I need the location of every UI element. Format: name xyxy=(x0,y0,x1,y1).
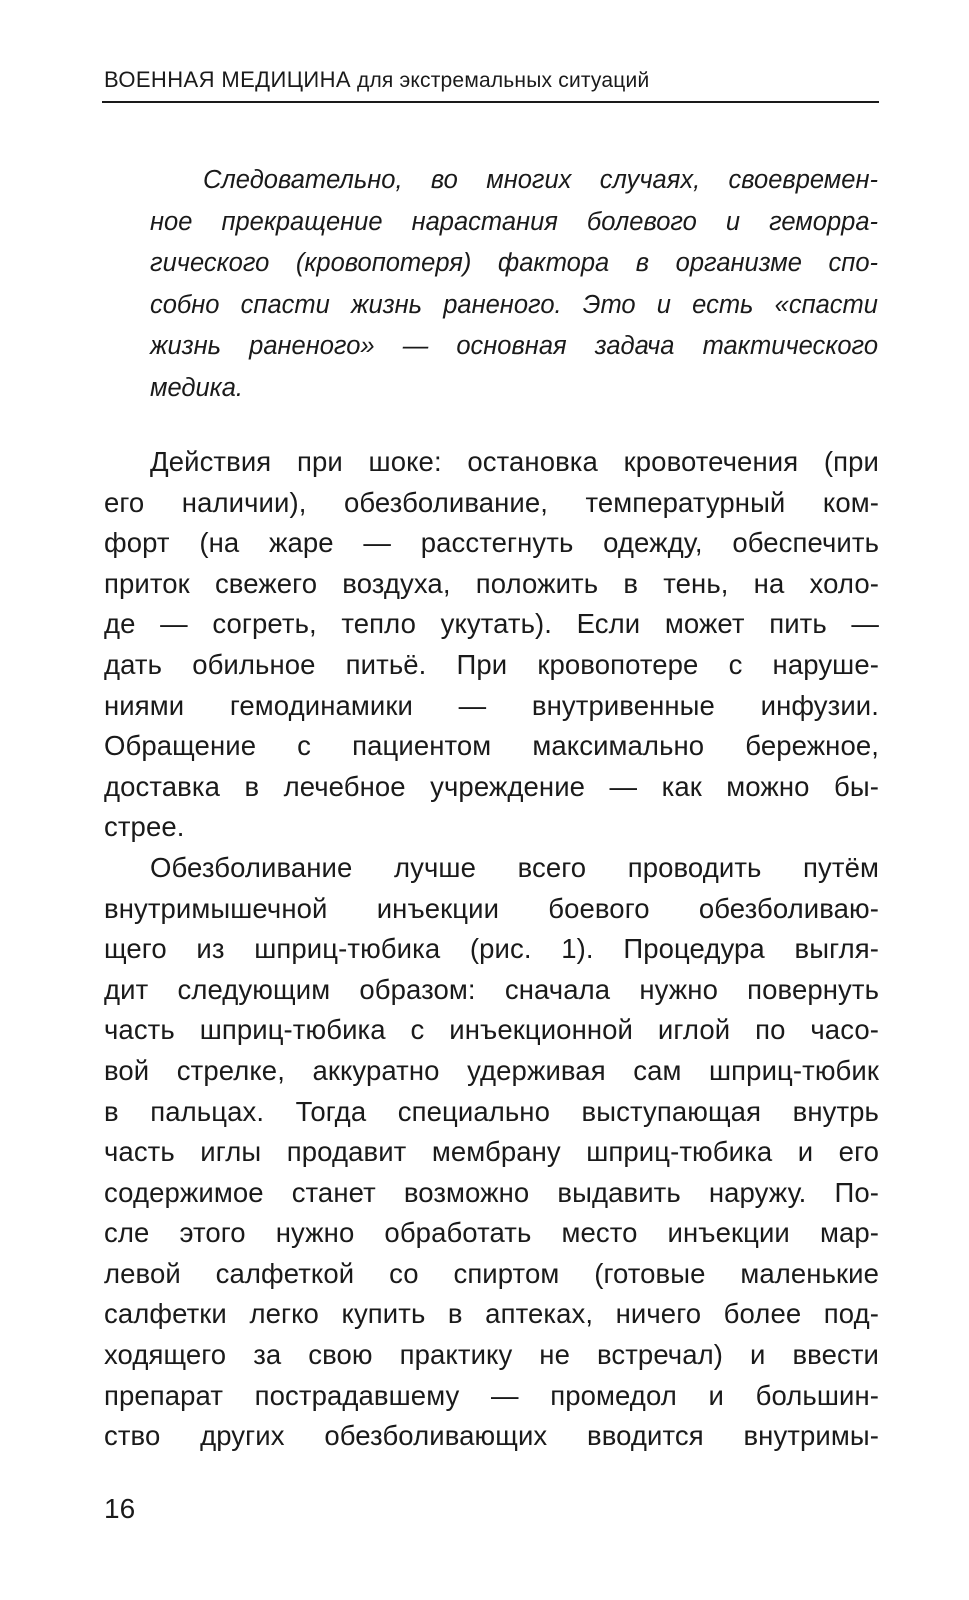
body-line: дит следующим образом: сначала нужно повернуть xyxy=(104,973,879,1005)
body-line: щего из шприц-тюбика (рис. 1). Процедура выгля- xyxy=(104,933,879,965)
body-line: часть иглы продавит мембрану шприц-тюбика и его xyxy=(104,1136,879,1168)
body-line: доставка в лечебное учреждение — как можно бы- xyxy=(104,770,879,802)
body-line: ниями гемодинамики — внутривенные инфузии. xyxy=(104,689,879,721)
body-line: де — согреть, тепло укутать). Если может пить — xyxy=(104,608,879,640)
quote-line: ное прекращение нарастания болевого и геморра- xyxy=(150,207,878,236)
running-header-title-caps: ВОЕННАЯ МЕДИЦИНА xyxy=(104,67,351,92)
body-line: левой салфеткой со спиртом (готовые маленькие xyxy=(104,1257,879,1289)
italic-quote-block xyxy=(150,160,878,409)
body-line: приток свежего воздуха, положить в тень, на холо- xyxy=(104,567,879,599)
body-line: часть шприц-тюбика с инъекционной иглой по часо- xyxy=(104,1014,879,1046)
body-line: в пальцах. Тогда специально выступающая внутрь xyxy=(104,1095,879,1127)
running-header xyxy=(104,66,879,95)
body-line: содержимое станет возможно выдавить наружу. По- xyxy=(104,1176,879,1208)
quote-line: Следовательно, во многих случаях, своевремен- xyxy=(203,166,878,194)
body-line: форт (на жаре — расстегнуть одежду, обеспечить xyxy=(104,527,879,559)
quote-line: гического (кровопотеря) фактора в организме спо- xyxy=(150,249,878,277)
quote-line: медика. xyxy=(150,373,243,402)
quote-line: собно спасти жизнь раненого. Это и есть «спасти xyxy=(150,290,878,319)
body-line: сле этого нужно обработать место инъекции мар- xyxy=(104,1217,879,1249)
page-number: 16 xyxy=(104,1493,136,1524)
body-line: Действия при шоке: остановка кровотечения (при xyxy=(150,446,879,477)
body-line: вой стрелке, аккуратно удерживая сам шприц-тюбик xyxy=(104,1054,879,1086)
body-line: препарат пострадавшему — промедол и большин- xyxy=(104,1379,879,1411)
body-line: салфетки легко купить в аптеках, ничего более под- xyxy=(104,1298,879,1330)
body-text xyxy=(104,442,879,1457)
body-line: дать обильное питьё. При кровопотере с наруше- xyxy=(104,648,879,680)
body-line: его наличии), обезболивание, температурный ком- xyxy=(104,486,879,518)
body-line: стрее. xyxy=(104,811,185,843)
body-line: Обращение с пациентом максимально бережное, xyxy=(104,730,879,762)
header-rule xyxy=(102,101,879,103)
running-header-title-rest: для экстремальных ситуаций xyxy=(350,69,650,92)
quote-line: жизнь раненого» — основная задача тактического xyxy=(150,332,878,360)
body-line: ходящего за свою практику не встречал) и ввести xyxy=(104,1339,879,1371)
body-line: ство других обезболивающих вводится внутримы- xyxy=(104,1420,879,1452)
body-line: внутримышечной инъекции боевого обезболиваю- xyxy=(104,892,879,924)
body-line: Обезболивание лучше всего проводить путём xyxy=(150,851,879,883)
